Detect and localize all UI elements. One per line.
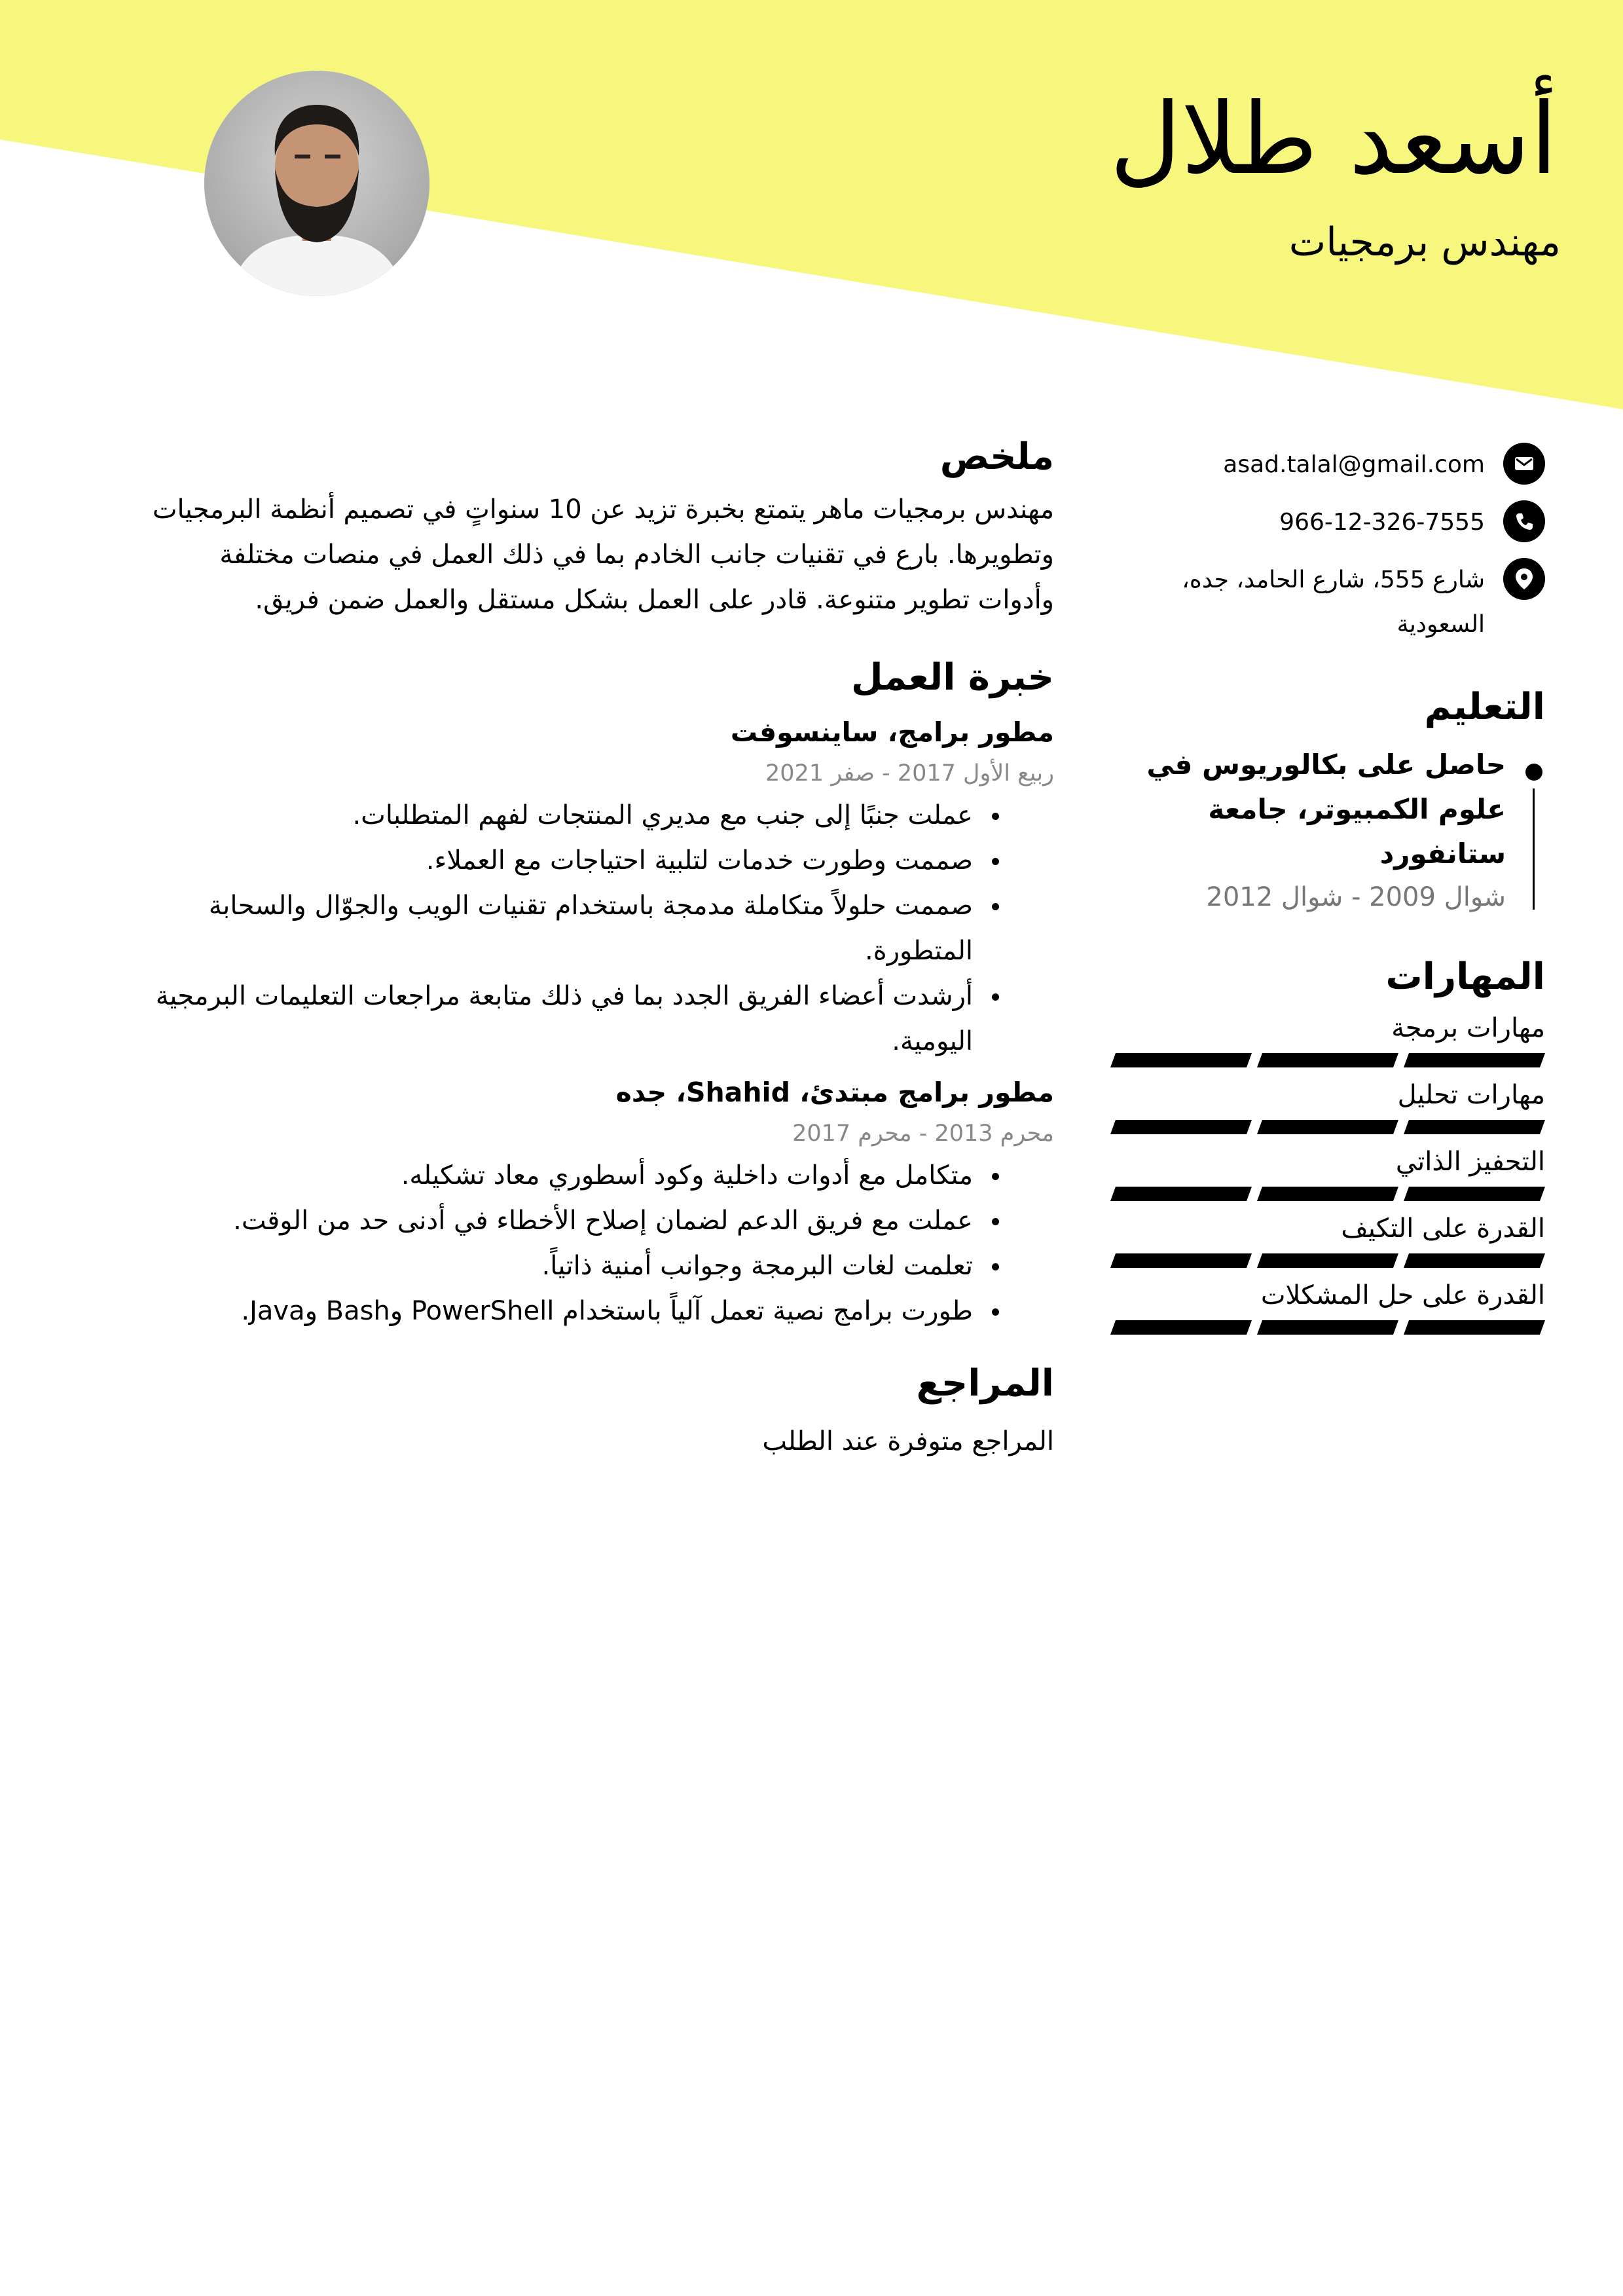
job-title: مهندس برمجيات <box>1288 219 1561 265</box>
skill-level-segment <box>1257 1053 1398 1067</box>
skill-level-segment <box>1110 1253 1252 1268</box>
education-heading: التعليم <box>1424 686 1545 728</box>
contact-email[interactable]: asad.talal@gmail.com <box>1223 451 1485 478</box>
skill-level-segment <box>1110 1053 1252 1067</box>
skills-list <box>1106 1009 1545 1337</box>
skill-name: مهارات تحليل <box>1397 1080 1545 1110</box>
profile-photo <box>204 71 429 296</box>
job-dates: ربيع الأول 2017 - صفر 2021 <box>765 760 1054 787</box>
skill-level-bar <box>1106 1253 1545 1270</box>
summary-text: مهندس برمجيات ماهر يتمتع بخبرة تزيد عن 10 سنواتٍ في تصميم أنظمة البرمجيات وتطويرها. بارع في تقنيات جانب الخادم بما في ذلك العمل في منصات مختلفة وأدوات تطوير متنوعة. قادر على العمل بشكل مستقل والعمل ضمن فريق. <box>152 494 1054 615</box>
job-entry <box>137 711 1054 1064</box>
job-task-list <box>137 1153 1054 1334</box>
job-task: طورت برامج نصية تعمل آلياً باستخدام PowerShell وBash وJava. <box>137 1289 973 1334</box>
education-item <box>1106 743 1545 918</box>
references-text: المراجع متوفرة عند الطلب <box>762 1426 1054 1456</box>
skill-level-bar <box>1106 1120 1545 1137</box>
references-heading: المراجع <box>916 1362 1054 1405</box>
job-title-company: مطور برامج، ساينسوفت <box>730 716 1054 748</box>
contact-section <box>1106 443 1545 647</box>
skill-name: القدرة على التكيف <box>1341 1213 1545 1244</box>
job-task: عملت مع فريق الدعم لضمان إصلاح الأخطاء في أدنى حد من الوقت. <box>137 1198 973 1244</box>
job-task: متكامل مع أدوات داخلية وكود أسطوري معاد تشكيله. <box>137 1153 973 1198</box>
skill-level-segment <box>1110 1120 1252 1134</box>
skill-name: القدرة على حل المشكلات <box>1260 1280 1545 1310</box>
skills-heading: المهارات <box>1385 955 1545 998</box>
skill-name: مهارات برمجة <box>1391 1013 1545 1043</box>
skill-level-bar <box>1106 1320 1545 1337</box>
job-entry <box>137 1071 1054 1334</box>
timeline-dot <box>1525 764 1542 781</box>
contact-email-row <box>1106 443 1545 487</box>
contact-address: شارع 555، شارع الحامد، جده، السعودية <box>1182 566 1485 638</box>
job-dates: محرم 2013 - محرم 2017 <box>792 1120 1054 1147</box>
education-dates: شوال 2009 - شوال 2012 <box>1206 882 1506 912</box>
skill-level-segment <box>1257 1320 1398 1335</box>
skill-level-segment <box>1404 1253 1545 1268</box>
skill-level-bar <box>1106 1053 1545 1070</box>
job-task: تعلمت لغات البرمجة وجوانب أمنية ذاتياً. <box>137 1244 973 1289</box>
location-pin-icon <box>1503 558 1545 600</box>
skill-level-bar <box>1106 1187 1545 1204</box>
job-task: أرشدت أعضاء الفريق الجدد بما في ذلك متابعة مراجعات التعليمات البرمجية اليومية. <box>137 974 973 1064</box>
job-task: صممت حلولاً متكاملة مدمجة باستخدام تقنيات الويب والجوّال والسحابة المتطورة. <box>137 883 973 974</box>
contact-address-row <box>1106 558 1545 647</box>
candidate-name: أسعد طلال <box>1109 83 1558 196</box>
profile-photo-image <box>204 71 429 296</box>
skill-level-segment <box>1404 1120 1545 1134</box>
skill-level-segment <box>1257 1120 1398 1134</box>
contact-phone[interactable]: 966-12-326-7555 <box>1279 509 1485 536</box>
job-task: عملت جنبًا إلى جنب مع مديري المنتجات لفهم المتطلبات. <box>137 793 973 838</box>
contact-phone-row <box>1106 500 1545 545</box>
skill-name: التحفيز الذاتي <box>1395 1147 1545 1177</box>
skill-level-segment <box>1257 1253 1398 1268</box>
timeline-line <box>1533 788 1535 910</box>
summary-heading: ملخص <box>939 435 1054 478</box>
envelope-icon <box>1503 443 1545 485</box>
skill-level-segment <box>1404 1320 1545 1335</box>
skill-level-segment <box>1404 1053 1545 1067</box>
skill-level-segment <box>1257 1187 1398 1201</box>
job-task: صممت وطورت خدمات لتلبية احتياجات مع العملاء. <box>137 838 973 883</box>
skill-level-segment <box>1404 1187 1545 1201</box>
references-section <box>137 1358 1054 1464</box>
skill-level-segment <box>1110 1320 1252 1335</box>
side-column <box>1106 419 1545 1342</box>
main-column <box>137 419 1054 1464</box>
education-degree: حاصل على بكالوريوس في علوم الكمبيوتر، جامعة ستانفورد <box>1146 749 1506 870</box>
summary-section <box>137 431 1054 623</box>
job-task-list <box>137 793 1054 1064</box>
education-section <box>1106 681 1545 918</box>
skill-level-segment <box>1110 1187 1252 1201</box>
skills-section <box>1106 951 1545 1337</box>
phone-icon <box>1503 500 1545 542</box>
experience-section <box>137 652 1054 1334</box>
experience-heading: خبرة العمل <box>851 656 1054 699</box>
job-title-company: مطور برامج مبتدئ، Shahid، جده <box>615 1077 1054 1108</box>
